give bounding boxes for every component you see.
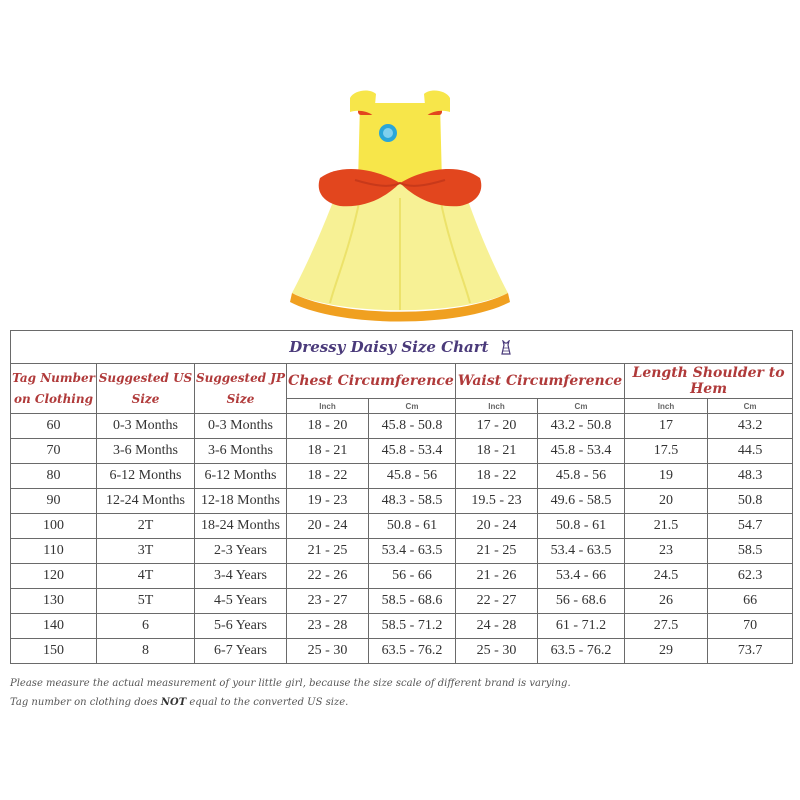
- cell-length-cm: 66: [708, 589, 793, 614]
- cell-tag: 90: [11, 489, 97, 514]
- size-chart-table: [10, 330, 793, 664]
- cell-tag: 60: [11, 414, 97, 439]
- cell-waist-cm: 53.4 - 63.5: [538, 539, 625, 564]
- cell-us-size: 2T: [97, 514, 195, 539]
- cell-waist-inch: 17 - 20: [456, 414, 538, 439]
- cell-waist-inch: 25 - 30: [456, 639, 538, 664]
- cell-chest-cm: 50.8 - 61: [369, 514, 456, 539]
- cell-chest-cm: 48.3 - 58.5: [369, 489, 456, 514]
- table-row: [11, 489, 793, 514]
- table-row: [11, 464, 793, 489]
- cell-length-cm: 43.2: [708, 414, 793, 439]
- cell-jp-size: 6-12 Months: [195, 464, 287, 489]
- table-row: [11, 439, 793, 464]
- cell-jp-size: 5-6 Years: [195, 614, 287, 639]
- cell-chest-inch: 18 - 21: [287, 439, 369, 464]
- cell-length-inch: 17: [625, 414, 708, 439]
- cell-waist-cm: 50.8 - 61: [538, 514, 625, 539]
- cell-jp-size: 18-24 Months: [195, 514, 287, 539]
- cell-waist-cm: 61 - 71.2: [538, 614, 625, 639]
- unit-waist-cm: Cm: [538, 399, 625, 414]
- chart-title-cell: [11, 331, 793, 364]
- cell-length-cm: 48.3: [708, 464, 793, 489]
- unit-chest-inch: Inch: [287, 399, 369, 414]
- cell-waist-inch: 21 - 26: [456, 564, 538, 589]
- cell-length-inch: 19: [625, 464, 708, 489]
- cell-us-size: 6: [97, 614, 195, 639]
- cell-length-cm: 58.5: [708, 539, 793, 564]
- cell-chest-cm: 45.8 - 53.4: [369, 439, 456, 464]
- unit-waist-inch: Inch: [456, 399, 538, 414]
- note-tag-number: [10, 697, 348, 708]
- header-tag-number: Tag Number on Clothing: [11, 364, 97, 414]
- cell-chest-cm: 45.8 - 50.8: [369, 414, 456, 439]
- cell-waist-cm: 63.5 - 76.2: [538, 639, 625, 664]
- cell-chest-cm: 53.4 - 63.5: [369, 539, 456, 564]
- table-row: [11, 614, 793, 639]
- cell-chest-cm: 58.5 - 68.6: [369, 589, 456, 614]
- cell-tag: 130: [11, 589, 97, 614]
- cell-chest-inch: 23 - 27: [287, 589, 369, 614]
- cell-chest-inch: 19 - 23: [287, 489, 369, 514]
- cell-jp-size: 6-7 Years: [195, 639, 287, 664]
- note-tag-emphasis: NOT: [160, 697, 187, 708]
- cell-length-cm: 73.7: [708, 639, 793, 664]
- cell-tag: 80: [11, 464, 97, 489]
- dress-product-image: [280, 88, 520, 323]
- note-tag-post: equal to the converted US size.: [186, 697, 349, 708]
- cell-chest-inch: 18 - 22: [287, 464, 369, 489]
- cell-length-cm: 62.3: [708, 564, 793, 589]
- cell-chest-cm: 45.8 - 56: [369, 464, 456, 489]
- cell-waist-cm: 45.8 - 53.4: [538, 439, 625, 464]
- cell-chest-inch: 20 - 24: [287, 514, 369, 539]
- header-length: Length Shoulder to Hem: [625, 364, 793, 399]
- cell-length-inch: 23: [625, 539, 708, 564]
- cell-waist-inch: 20 - 24: [456, 514, 538, 539]
- cell-jp-size: 3-4 Years: [195, 564, 287, 589]
- cell-us-size: 6-12 Months: [97, 464, 195, 489]
- cell-length-cm: 44.5: [708, 439, 793, 464]
- cell-jp-size: 3-6 Months: [195, 439, 287, 464]
- cell-chest-inch: 22 - 26: [287, 564, 369, 589]
- cell-us-size: 0-3 Months: [97, 414, 195, 439]
- cell-chest-inch: 21 - 25: [287, 539, 369, 564]
- cell-waist-inch: 19.5 - 23: [456, 489, 538, 514]
- cell-length-inch: 29: [625, 639, 708, 664]
- cell-chest-cm: 63.5 - 76.2: [369, 639, 456, 664]
- cell-chest-cm: 58.5 - 71.2: [369, 614, 456, 639]
- cell-length-inch: 24.5: [625, 564, 708, 589]
- cell-length-inch: 26: [625, 589, 708, 614]
- cell-us-size: 3T: [97, 539, 195, 564]
- header-chest: Chest Circumference: [287, 364, 456, 399]
- cell-length-cm: 54.7: [708, 514, 793, 539]
- unit-length-inch: Inch: [625, 399, 708, 414]
- cell-length-cm: 50.8: [708, 489, 793, 514]
- cell-tag: 70: [11, 439, 97, 464]
- header-jp-size: Suggested JP Size: [195, 364, 287, 414]
- cell-waist-cm: 49.6 - 58.5: [538, 489, 625, 514]
- cell-length-inch: 17.5: [625, 439, 708, 464]
- header-us-size: Suggested US Size: [97, 364, 195, 414]
- cell-length-cm: 70: [708, 614, 793, 639]
- cell-us-size: 4T: [97, 564, 195, 589]
- cell-tag: 140: [11, 614, 97, 639]
- cell-chest-inch: 25 - 30: [287, 639, 369, 664]
- table-row: [11, 589, 793, 614]
- table-row: [11, 539, 793, 564]
- cell-tag: 150: [11, 639, 97, 664]
- chart-title: Dressy Daisy Size Chart: [289, 338, 489, 356]
- cell-length-inch: 21.5: [625, 514, 708, 539]
- size-table-body: [11, 414, 793, 664]
- cell-us-size: 12-24 Months: [97, 489, 195, 514]
- dress-icon: [498, 340, 514, 356]
- cell-waist-cm: 45.8 - 56: [538, 464, 625, 489]
- cell-waist-inch: 18 - 21: [456, 439, 538, 464]
- cell-jp-size: 12-18 Months: [195, 489, 287, 514]
- cell-waist-inch: 22 - 27: [456, 589, 538, 614]
- cell-tag: 120: [11, 564, 97, 589]
- cell-us-size: 5T: [97, 589, 195, 614]
- cell-chest-cm: 56 - 66: [369, 564, 456, 589]
- table-row: [11, 514, 793, 539]
- cell-chest-inch: 23 - 28: [287, 614, 369, 639]
- cell-waist-inch: 24 - 28: [456, 614, 538, 639]
- cell-length-inch: 20: [625, 489, 708, 514]
- cell-tag: 110: [11, 539, 97, 564]
- cell-us-size: 8: [97, 639, 195, 664]
- cell-us-size: 3-6 Months: [97, 439, 195, 464]
- cell-waist-cm: 43.2 - 50.8: [538, 414, 625, 439]
- unit-chest-cm: Cm: [369, 399, 456, 414]
- cell-jp-size: 4-5 Years: [195, 589, 287, 614]
- table-row: [11, 414, 793, 439]
- unit-length-cm: Cm: [708, 399, 793, 414]
- cell-jp-size: 0-3 Months: [195, 414, 287, 439]
- cell-waist-cm: 53.4 - 66: [538, 564, 625, 589]
- cell-waist-inch: 18 - 22: [456, 464, 538, 489]
- header-waist: Waist Circumference: [456, 364, 625, 399]
- cell-length-inch: 27.5: [625, 614, 708, 639]
- cell-tag: 100: [11, 514, 97, 539]
- cell-chest-inch: 18 - 20: [287, 414, 369, 439]
- cell-waist-inch: 21 - 25: [456, 539, 538, 564]
- cell-waist-cm: 56 - 68.6: [538, 589, 625, 614]
- note-tag-pre: Tag number on clothing does: [10, 697, 161, 708]
- cell-jp-size: 2-3 Years: [195, 539, 287, 564]
- note-measure: Please measure the actual measurement of your little girl, because the size scale of different brand is varying.: [10, 678, 571, 689]
- table-row: [11, 639, 793, 664]
- table-row: [11, 564, 793, 589]
